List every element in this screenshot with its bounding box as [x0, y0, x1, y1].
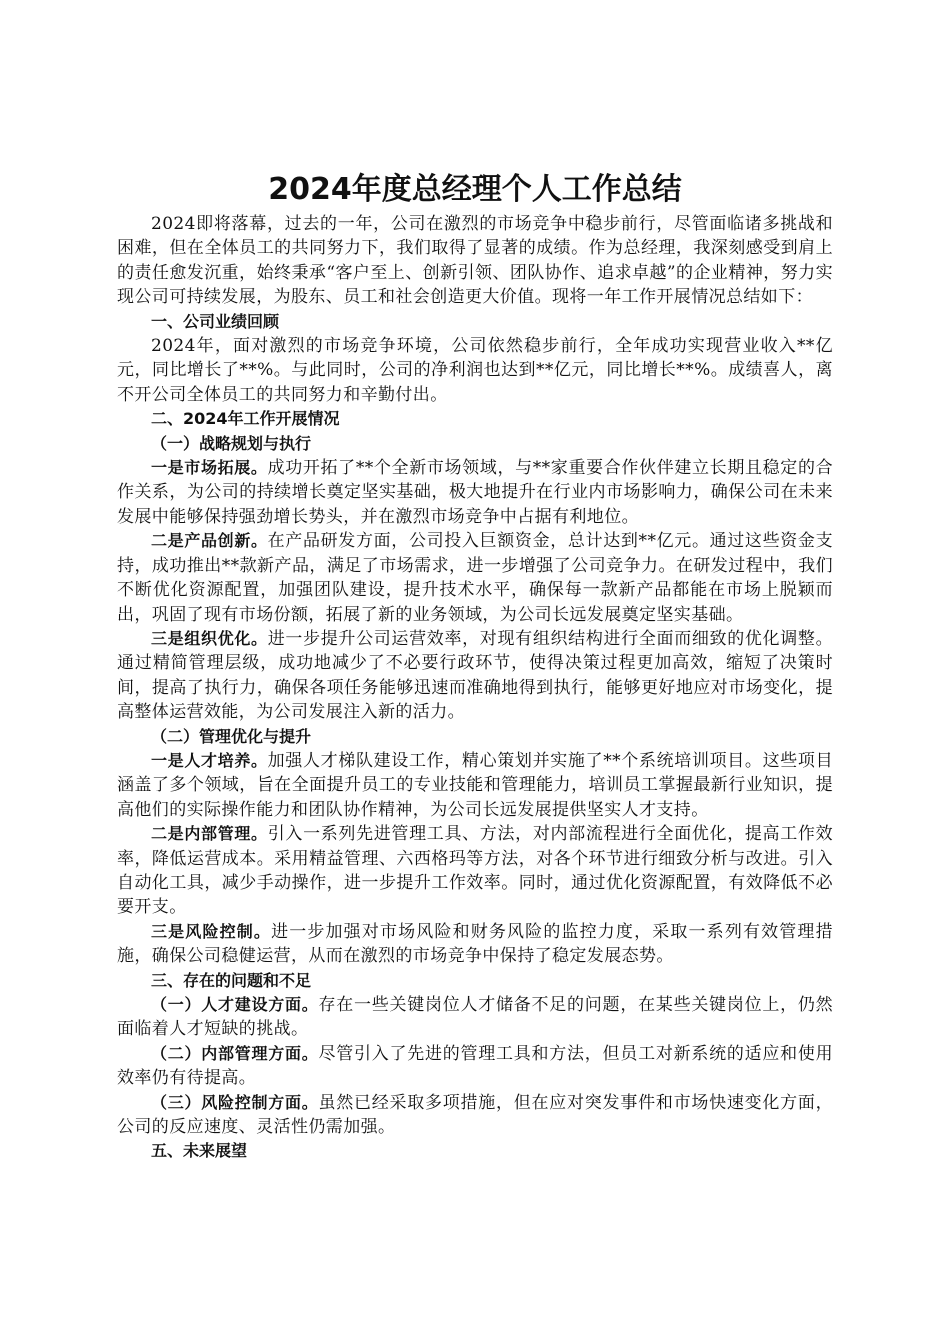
- paragraph-body: 成功开拓了**个全新市场领域，与**家重要合作伙伴建立长期且稳定的合作关系，为公司的持续增长奠定坚实基础，极大地提升在行业内市场影响力，确保公司在未来发展中能够保持强劲增长势头，并在激烈市场竞争中占据有利地位。: [117, 458, 833, 527]
- paragraph-lead: 二是产品创新。: [151, 531, 268, 551]
- document-title: 2024年度总经理个人工作总结: [268, 172, 682, 207]
- section-2-sub-2-heading: （二）管理优化与提升: [151, 726, 312, 746]
- section-2-heading: 二、2024年工作开展情况: [151, 409, 340, 429]
- paragraph-internal-management: [117, 822, 833, 920]
- paragraph-lead: 二是内部管理。: [151, 824, 268, 844]
- paragraph-org-optimization: [117, 627, 833, 725]
- section-5-heading: 五、未来展望: [151, 1141, 248, 1161]
- paragraph-lead: 一是人才培养。: [151, 750, 268, 770]
- section-2-sub-1-heading: （一）战略规划与执行: [151, 433, 312, 453]
- section-1-heading: 一、公司业绩回顾: [151, 311, 280, 331]
- paragraph-talent-training: [117, 749, 833, 822]
- paragraph-body: 进一步提升公司运营效率，对现有组织结构进行全面而细致的优化调整。通过精简管理层级，成功地减少了不必要行政环节，使得决策过程更加高效，缩短了决策时间，提高了执行力，确保各项任务能够迅速而准确地得到执行，能够更好地应对市场变化，提高整体运营效能，为公司发展注入新的活力。: [117, 628, 833, 723]
- paragraph-market-expansion: [117, 456, 833, 529]
- paragraph-issue-talent: [117, 993, 833, 1042]
- paragraph-body: 虽然已经采取多项措施，但在应对突发事件和市场快速变化方面，公司的反应速度、灵活性仍需加强。: [117, 1092, 833, 1138]
- paragraph-lead: 三是风险控制。: [151, 921, 272, 941]
- paragraph-lead: 一是市场拓展。: [151, 458, 268, 478]
- paragraph-body: 尽管引入了先进的管理工具和方法，但员工对新系统的适应和使用效率仍有待提高。: [117, 1043, 833, 1089]
- paragraph-lead: （三）风险控制方面。: [151, 1092, 319, 1112]
- paragraph-product-innovation: [117, 529, 833, 627]
- intro-paragraph: 2024即将落幕，过去的一年，公司在激烈的市场竞争中稳步前行，尽管面临诸多挑战和困难，但在全体员工的共同努力下，我们取得了显著的成绩。作为总经理，我深刻感受到肩上的责任愈发沉重，始终秉承“客户至上、创新引领、团队协作、追求卓越”的企业精神，努力实现公司可持续发展，为股东、员工和社会创造更大价值。现将一年工作开展情况总结如下：: [117, 214, 833, 308]
- paragraph-lead: （一）人才建设方面。: [151, 995, 319, 1014]
- paragraph-issue-risk: [117, 1091, 833, 1140]
- paragraph-issue-management: [117, 1042, 833, 1091]
- section-1-text: 2024年，面对激烈的市场竞争环境，公司依然稳步前行，全年成功实现营业收入**亿元，同比增长了**%。与此同时，公司的净利润也达到**亿元，同比增长**%。成绩喜人，离不开公司全体员工的共同努力和辛勤付出。: [117, 336, 833, 405]
- paragraph-body: 在产品研发方面，公司投入巨额资金，总计达到**亿元。通过这些资金支持，成功推出**款新产品，满足了市场需求，进一步增强了公司竞争力。在研发过程中，我们不断优化资源配置，加强团队建设，提升技术水平，确保每一款新产品都能在市场上脱颖而出，巩固了现有市场份额，拓展了新的业务领域，为公司长远发展奠定坚实基础。: [117, 531, 833, 625]
- paragraph-risk-control: [117, 920, 833, 969]
- paragraph-body: 存在一些关键岗位人才储备不足的问题，在某些关键岗位上，仍然面临着人才短缺的挑战。: [117, 995, 833, 1040]
- section-3-heading: 三、存在的问题和不足: [151, 970, 312, 990]
- paragraph-lead: （二）内部管理方面。: [151, 1043, 319, 1063]
- paragraph-body: 加强人才梯队建设工作，精心策划并实施了**个系统培训项目。这些项目涵盖了多个领域，旨在全面提升员工的专业技能和管理能力，培训员工掌握最新行业知识，提高他们的实际操作能力和团队协作精神，为公司长远发展提供坚实人才支持。: [117, 750, 833, 820]
- paragraph-body: 引入一系列先进管理工具、方法，对内部流程进行全面优化，提高工作效率，降低运营成本。采用精益管理、六西格玛等方法，对各个环节进行细致分析与改进。引入自动化工具，减少手动操作，进一步提升工作效率。同时，通过优化资源配置，有效降低不必要开支。: [117, 824, 833, 918]
- paragraph-lead: 三是组织优化。: [151, 628, 268, 648]
- paragraph-body: 进一步加强对市场风险和财务风险的监控力度，采取一系列有效管理措施，确保公司稳健运营，从而在激烈的市场竞争中保持了稳定发展态势。: [117, 921, 833, 967]
